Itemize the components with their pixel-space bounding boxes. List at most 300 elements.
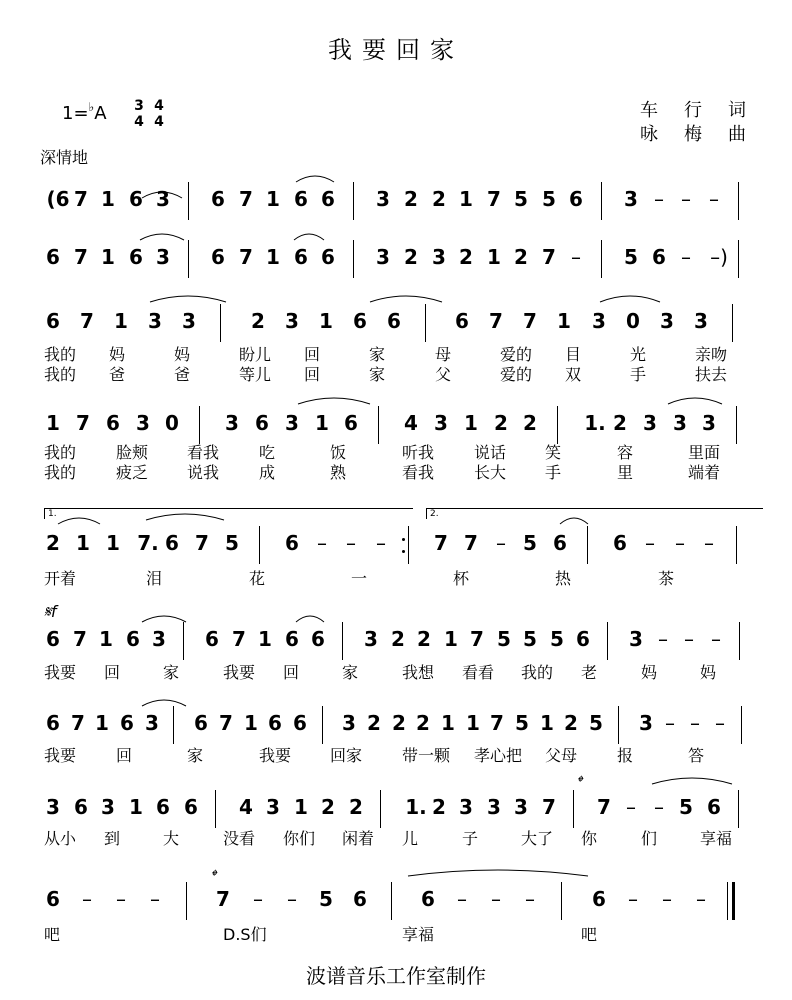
coda-sign-1: 𝄌	[576, 772, 582, 791]
lyric-syllable: 吧	[581, 925, 598, 944]
note: 5	[550, 627, 564, 651]
slur	[150, 296, 226, 302]
note: 5	[589, 711, 603, 735]
note: 1	[266, 245, 280, 269]
lyric-syllable: 没看	[223, 829, 256, 848]
note: 3	[487, 795, 501, 819]
dash: –	[704, 531, 714, 555]
note: 6	[211, 187, 225, 211]
note: 3	[660, 309, 674, 333]
note: 6	[613, 531, 627, 555]
lyric-syllable: 脸颊	[116, 443, 149, 462]
lyric-line-6-1	[0, 660, 792, 680]
note: 5	[523, 627, 537, 651]
note: 3	[342, 711, 356, 735]
lyric-syllable: 我的	[521, 663, 554, 682]
slur	[298, 398, 370, 404]
lyric-syllable: 享福	[402, 925, 435, 944]
note: 3	[156, 187, 170, 211]
coda-sign-2: 𝄌	[210, 866, 216, 885]
dash: –	[116, 887, 126, 911]
lyric-syllable: 目	[565, 345, 582, 364]
barline	[607, 622, 608, 660]
note: 2	[494, 411, 508, 435]
note: 6	[344, 411, 358, 435]
note: (6	[46, 187, 70, 211]
barline	[561, 882, 562, 920]
note: 5	[624, 245, 638, 269]
note: 6	[46, 627, 60, 651]
note: 6	[293, 711, 307, 735]
barline	[183, 622, 184, 660]
note: 6	[46, 711, 60, 735]
dash: –	[681, 245, 691, 269]
note: 1	[244, 711, 258, 735]
note: 3	[156, 245, 170, 269]
note: 1	[557, 309, 571, 333]
lyric-line-7-1	[0, 743, 792, 763]
note: 3	[266, 795, 280, 819]
note: 6	[353, 887, 367, 911]
note: 3	[673, 411, 687, 435]
lyric-syllable: 妈	[174, 345, 191, 364]
note: 7	[239, 245, 253, 269]
dash: –	[654, 795, 664, 819]
note: 1	[258, 627, 272, 651]
dash: –	[82, 887, 92, 911]
barline	[727, 882, 728, 920]
note: 2	[613, 411, 627, 435]
note: 1	[315, 411, 329, 435]
lyric-syllable: 光	[630, 345, 647, 364]
lyric-syllable: 等儿	[239, 365, 272, 384]
lyric-syllable: 吃	[259, 443, 276, 462]
note: 2	[432, 187, 446, 211]
lyric-syllable: 妈	[641, 663, 658, 682]
note: 6	[285, 531, 299, 555]
lyric-syllable: 笑	[545, 443, 562, 462]
barline	[186, 882, 187, 920]
dash: –	[628, 887, 638, 911]
lyric-syllable: 看看	[462, 663, 495, 682]
barline	[587, 526, 588, 564]
note: 2	[432, 795, 446, 819]
note: 3	[152, 627, 166, 651]
note: 5	[679, 795, 693, 819]
note: 1.	[405, 795, 427, 819]
note: 1	[459, 187, 473, 211]
barline	[732, 882, 735, 920]
lyric-line-8-1	[0, 826, 792, 846]
note: 3	[694, 309, 708, 333]
lyric-syllable: 母	[435, 345, 452, 364]
barline	[353, 240, 354, 278]
note: 6	[129, 187, 143, 211]
slur	[668, 398, 722, 404]
dash: –	[571, 245, 581, 269]
barline	[408, 526, 409, 564]
note: 1	[106, 531, 120, 555]
note: 3	[514, 795, 528, 819]
note: 7	[195, 531, 209, 555]
lyric-syllable: 闲着	[342, 829, 375, 848]
note: 7.	[137, 531, 159, 555]
note: 3	[376, 245, 390, 269]
dash: –	[684, 627, 694, 651]
note: 1	[99, 627, 113, 651]
segno-dynamic: 𝄋f	[44, 602, 57, 621]
note: 1	[76, 531, 90, 555]
staff-system-1	[0, 188, 792, 234]
note: 6	[268, 711, 282, 735]
note: 6	[592, 887, 606, 911]
lyric-syllable: 疲乏	[116, 463, 149, 482]
lyric-syllable: 回	[304, 345, 321, 364]
note: 7	[464, 531, 478, 555]
dash: –	[346, 531, 356, 555]
lyric-syllable: 回	[104, 663, 121, 682]
publisher-credit: 波谱音乐工作室制作	[306, 964, 486, 988]
lyric-syllable: 端着	[688, 463, 721, 482]
note: 6	[576, 627, 590, 651]
slur	[600, 296, 660, 302]
lyric-line-9-1	[0, 922, 792, 942]
slur	[370, 296, 442, 302]
note: 6	[126, 627, 140, 651]
note: 7	[487, 187, 501, 211]
note: 3	[376, 187, 390, 211]
note: 0	[165, 411, 179, 435]
slur	[142, 616, 186, 622]
note: 3	[459, 795, 473, 819]
note: 1	[294, 795, 308, 819]
note: 1	[319, 309, 333, 333]
note: 7	[219, 711, 233, 735]
barline	[342, 622, 343, 660]
note: 2	[416, 711, 430, 735]
lyric-syllable: 回	[116, 746, 133, 765]
lyric-syllable: 家	[342, 663, 359, 682]
lyric-syllable: 报	[617, 746, 634, 765]
note: 1	[466, 711, 480, 735]
barline	[732, 304, 733, 342]
dash: –	[681, 187, 691, 211]
note: 6	[156, 795, 170, 819]
note: 3	[145, 711, 159, 735]
note: 7	[434, 531, 448, 555]
lyric-line-5-1	[0, 566, 792, 586]
lyric-syllable: 我要	[259, 746, 292, 765]
lyric-syllable: 双	[565, 365, 582, 384]
note: 2	[46, 531, 60, 555]
note: 3	[101, 795, 115, 819]
note: 6	[553, 531, 567, 555]
note: 6	[294, 245, 308, 269]
barline	[259, 526, 260, 564]
barline	[618, 706, 619, 744]
note: 2	[349, 795, 363, 819]
lyric-syllable: 大	[163, 829, 180, 848]
lyric-syllable: 你们	[283, 829, 316, 848]
note: 6	[387, 309, 401, 333]
note: 7	[523, 309, 537, 333]
note: 6	[74, 795, 88, 819]
lyric-syllable: 热	[555, 569, 572, 588]
page-title: 我要回家	[328, 36, 464, 64]
note: 2	[251, 309, 265, 333]
lyric-syllable: 家	[369, 365, 386, 384]
note: 7	[597, 795, 611, 819]
lyric-syllable: 我要	[223, 663, 256, 682]
note: 5	[514, 187, 528, 211]
dash: –	[491, 887, 501, 911]
lyric-syllable: 家	[163, 663, 180, 682]
note: 1	[444, 627, 458, 651]
lyric-syllable: 你	[581, 829, 598, 848]
note: 7	[489, 309, 503, 333]
dash: –	[696, 887, 706, 911]
lyric-syllable: 家	[187, 746, 204, 765]
lyric-line-3-1	[0, 342, 792, 362]
lyric-line-4-1	[0, 440, 792, 460]
note: 6	[120, 711, 134, 735]
dash: –	[645, 531, 655, 555]
note: 6	[165, 531, 179, 555]
note: 6	[321, 245, 335, 269]
note: 2	[514, 245, 528, 269]
note: 2	[391, 627, 405, 651]
note: 3	[182, 309, 196, 333]
lyric-syllable: 到	[104, 829, 121, 848]
staff-system-2	[0, 246, 792, 292]
lyric-syllable: 容	[617, 443, 634, 462]
note: 6	[46, 887, 60, 911]
note: 6	[184, 795, 198, 819]
lyric-syllable: 我想	[402, 663, 435, 682]
lyric-syllable: 开着	[44, 569, 77, 588]
note: 6	[46, 309, 60, 333]
note: 0	[626, 309, 640, 333]
dash: –	[287, 887, 297, 911]
lyric-syllable: 成	[259, 463, 276, 482]
note: 1	[95, 711, 109, 735]
barline	[738, 790, 739, 828]
note: 6	[652, 245, 666, 269]
note: 2	[404, 245, 418, 269]
lyric-syllable: 我要	[44, 663, 77, 682]
lyric-syllable: 说话	[474, 443, 507, 462]
lyric-syllable: 里	[617, 463, 634, 482]
dash: –	[376, 531, 386, 555]
note: 2	[417, 627, 431, 651]
note: 1	[114, 309, 128, 333]
lyric-syllable: 看我	[402, 463, 435, 482]
composer-credit: 咏梅曲	[640, 124, 772, 145]
barline	[215, 790, 216, 828]
tempo-marking: 深情地	[40, 148, 89, 167]
note: 7	[542, 795, 556, 819]
dash: –)	[710, 245, 728, 269]
repeat-dot	[402, 538, 405, 541]
dash: –	[711, 627, 721, 651]
dash: –	[317, 531, 327, 555]
note: 5	[497, 627, 511, 651]
note: 2	[367, 711, 381, 735]
barline	[199, 406, 200, 444]
note: 1	[464, 411, 478, 435]
slur	[296, 176, 334, 182]
note: 7	[80, 309, 94, 333]
volta-2: 2.	[426, 508, 763, 519]
key-signature: 1=♭A	[62, 100, 107, 124]
note: 7	[232, 627, 246, 651]
note: 2	[523, 411, 537, 435]
lyric-syllable: 扶去	[695, 365, 728, 384]
barline	[378, 406, 379, 444]
lyric-syllable: 熟	[330, 463, 347, 482]
dash: –	[150, 887, 160, 911]
note: 4	[239, 795, 253, 819]
slur	[140, 234, 184, 240]
note: 1	[487, 245, 501, 269]
lyric-syllable: 手	[630, 365, 647, 384]
lyric-syllable: 老	[581, 663, 598, 682]
lyric-syllable: 我要	[44, 746, 77, 765]
barline	[322, 706, 323, 744]
note: 2	[459, 245, 473, 269]
note: 3	[225, 411, 239, 435]
note: 6	[294, 187, 308, 211]
lyric-syllable: D.S们	[223, 925, 267, 944]
note: 2	[404, 187, 418, 211]
dash: –	[690, 711, 700, 735]
barline	[220, 304, 221, 342]
barline	[741, 706, 742, 744]
note: 6	[255, 411, 269, 435]
dash: –	[626, 795, 636, 819]
lyric-syllable: 花	[249, 569, 266, 588]
note: 3	[624, 187, 638, 211]
note: 6	[211, 245, 225, 269]
slur	[408, 870, 588, 876]
note: 2	[564, 711, 578, 735]
note: 6	[106, 411, 120, 435]
dash: –	[709, 187, 719, 211]
lyric-syllable: 手	[545, 463, 562, 482]
note: 6	[205, 627, 219, 651]
note: 1	[101, 245, 115, 269]
note: 6	[321, 187, 335, 211]
note: 6	[569, 187, 583, 211]
lyric-syllable: 长大	[474, 463, 507, 482]
barline	[601, 182, 602, 220]
note: 7	[470, 627, 484, 651]
lyric-line-3-2	[0, 362, 792, 382]
time-signature-2: 4 4	[154, 98, 164, 130]
note: 7	[73, 627, 87, 651]
barline	[736, 526, 737, 564]
lyric-syllable: 一	[351, 569, 368, 588]
barline	[738, 182, 739, 220]
time-signature-1: 3 4	[134, 98, 144, 130]
lyric-syllable: 父母	[545, 746, 578, 765]
note: 3	[432, 245, 446, 269]
lyric-syllable: 里面	[688, 443, 721, 462]
barline	[188, 182, 189, 220]
barline	[380, 790, 381, 828]
slur	[294, 234, 324, 240]
barline	[391, 882, 392, 920]
lyric-syllable: 答	[688, 746, 705, 765]
barline	[425, 304, 426, 342]
barline	[736, 406, 737, 444]
note: 1	[441, 711, 455, 735]
repeat-dot	[402, 550, 405, 553]
barline	[188, 240, 189, 278]
lyric-syllable: 饭	[330, 443, 347, 462]
note: 1	[266, 187, 280, 211]
note: 3	[639, 711, 653, 735]
note: 6	[311, 627, 325, 651]
barline	[601, 240, 602, 278]
lyric-syllable: 大了	[521, 829, 554, 848]
note: 1	[101, 187, 115, 211]
note: 5	[319, 887, 333, 911]
lyric-syllable: 回	[283, 663, 300, 682]
barline	[557, 406, 558, 444]
note: 7	[74, 245, 88, 269]
note: 5	[542, 187, 556, 211]
lyric-syllable: 享福	[700, 829, 733, 848]
note: 3	[592, 309, 606, 333]
note: 6	[285, 627, 299, 651]
note: 7	[542, 245, 556, 269]
lyric-syllable: 爱的	[500, 365, 533, 384]
note: 3	[285, 309, 299, 333]
note: 7	[76, 411, 90, 435]
dash: –	[658, 627, 668, 651]
note: 6	[455, 309, 469, 333]
note: 6	[421, 887, 435, 911]
slur	[142, 700, 186, 706]
lyric-syllable: 爱的	[500, 345, 533, 364]
note: 6	[46, 245, 60, 269]
note: 5	[515, 711, 529, 735]
dash: –	[525, 887, 535, 911]
note: 6	[353, 309, 367, 333]
note: 5	[523, 531, 537, 555]
note: 3	[285, 411, 299, 435]
lyric-syllable: 爸	[174, 365, 191, 384]
slur	[296, 616, 324, 622]
note: 7	[71, 711, 85, 735]
dash: –	[662, 887, 672, 911]
note: 3	[364, 627, 378, 651]
lyric-syllable: 杯	[453, 569, 470, 588]
lyric-syllable: 带一颗	[402, 746, 451, 765]
lyric-syllable: 亲吻	[695, 345, 728, 364]
lyric-syllable: 我的	[44, 443, 77, 462]
lyric-syllable: 们	[641, 829, 658, 848]
dash: –	[654, 187, 664, 211]
barline	[573, 790, 574, 828]
lyric-syllable: 听我	[402, 443, 435, 462]
lyric-syllable: 子	[462, 829, 479, 848]
lyric-syllable: 妈	[700, 663, 717, 682]
dash: –	[253, 887, 263, 911]
barline	[353, 182, 354, 220]
lyric-syllable: 看我	[187, 443, 220, 462]
